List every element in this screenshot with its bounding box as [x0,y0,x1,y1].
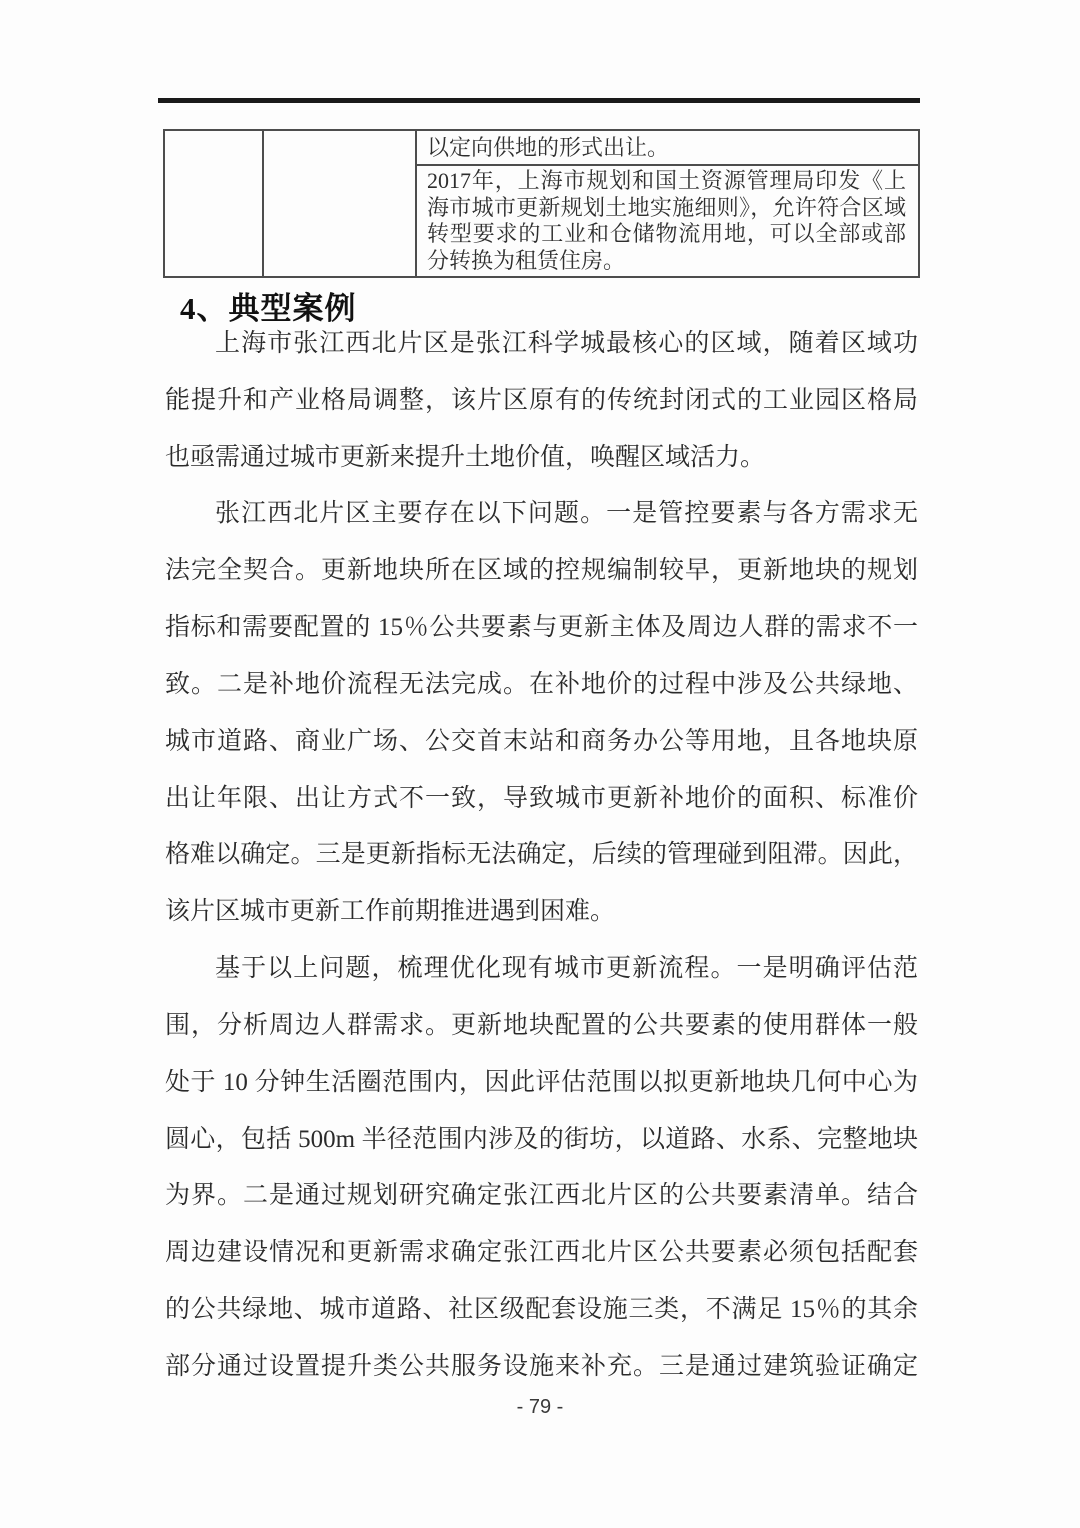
body-line: 也亟需通过城市更新来提升土地价值，唤醒区域活力。 [165,443,766,471]
page-number: - 79 - [516,1396,564,1418]
body-line: 格难以确定。三是更新指标无法确定，后续的管理碰到阻滞。因此， [165,841,918,869]
body-line: 基于以上问题，梳理优化现有城市更新流程。一是明确评估范 [215,955,918,983]
table-cell-col1-empty [164,130,263,277]
table-cell-row1-text: 以定向供地的形式出让。 [416,130,919,165]
body-line: 为界。二是通过规划研究确定张江西北片区的公共要素清单。结合 [165,1182,918,1210]
continuation-table [163,129,920,278]
table-cell-row2-text: 2017年，上海市规划和国土资源管理局印发《上海市城市更新规划土地实施细则》，允许符合区域转型要求的工业和仓储物流用地，可以全部或部分转换为租赁住房。 [416,165,919,277]
body-line: 城市道路、商业广场、公交首末站和商务办公等用地，且各地块原 [165,727,918,755]
body-line: 周边建设情况和更新需求确定张江西北片区公共要素必须包括配套 [165,1239,918,1267]
body-line: 该片区城市更新工作前期推进遇到困难。 [165,898,616,926]
table-cell-col2-empty [263,130,416,277]
body-line: 的公共绿地、城市道路、社区级配套设施三类，不满足 15％的其余 [165,1296,918,1324]
body-line: 围，分析周边人群需求。更新地块配置的公共要素的使用群体一般 [165,1011,918,1039]
body-line: 出让年限、出让方式不一致，导致城市更新补地价的面积、标准价 [165,784,918,812]
body-line: 部分通过设置提升类公共服务设施来补充。三是通过建筑验证确定 [165,1352,918,1380]
body-line: 张江西北片区主要存在以下问题。一是管控要素与各方需求无 [215,500,918,528]
body-text [165,316,918,1396]
header-rule [158,98,920,103]
body-line: 圆心，包括 500m 半径范围内涉及的街坊，以道路、水系、完整地块 [165,1125,918,1153]
body-line: 能提升和产业格局调整，该片区原有的传统封闭式的工业园区格局 [165,386,918,414]
body-line: 法完全契合。更新地块所在区域的控规编制较早，更新地块的规划 [165,557,918,585]
body-line: 上海市张江西北片区是张江科学城最核心的区域，随着区域功 [215,330,918,357]
body-line: 指标和需要配置的 15％公共要素与更新主体及周边人群的需求不一 [165,614,918,642]
table-row [164,130,919,165]
section-heading: 4、典型案例 [180,291,357,326]
body-line: 致。二是补地价流程无法完成。在补地价的过程中涉及公共绿地、 [165,670,918,698]
body-line: 处于 10 分钟生活圈范围内，因此评估范围以拟更新地块几何中心为 [165,1068,918,1096]
